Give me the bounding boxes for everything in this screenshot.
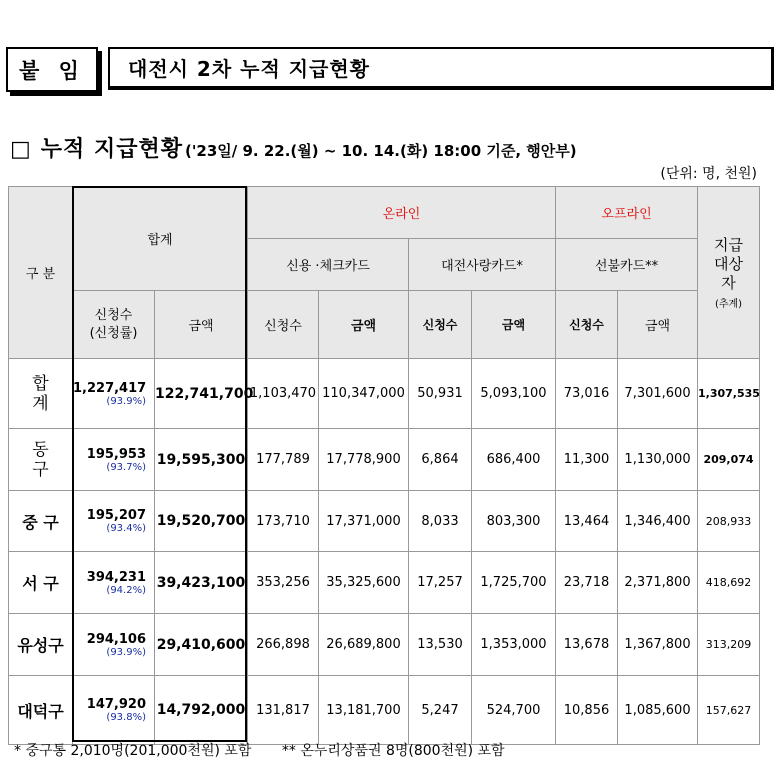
local-applicants: 8,033	[421, 513, 459, 529]
applicant-count: 294,106	[86, 631, 146, 647]
total-amount-cell	[155, 429, 248, 491]
application-rate: (93.4%)	[106, 523, 146, 534]
header-payees-note: (추계)	[714, 298, 743, 310]
credit-amount: 26,689,800	[326, 637, 401, 652]
prepaid-applicants: 10,856	[563, 702, 610, 718]
attachment-tag: 붙 임	[6, 47, 98, 92]
header-local-card-label: 대전사랑카드*	[441, 259, 523, 274]
row-label-cell	[9, 491, 73, 552]
payees-cell	[698, 552, 760, 614]
footnotes	[14, 740, 531, 760]
row-label-cell	[9, 676, 73, 745]
payees-cell	[698, 429, 760, 491]
local-applicants-cell	[409, 676, 472, 745]
prepaid-applicants: 11,300	[563, 452, 610, 467]
footnote-2: ** 온누리상품권 8명(800천원) 포함	[281, 743, 505, 759]
total-amount: 19,595,300	[156, 451, 246, 468]
header-offline: 오프라인	[556, 187, 698, 239]
row-label: 동 구	[32, 439, 49, 480]
table-row	[9, 491, 760, 552]
credit-applicants: 1,103,470	[249, 386, 317, 401]
header-credit-card: 신용 ·체크카드	[248, 239, 409, 291]
section-title: 누적 지급현황	[40, 137, 183, 162]
row-label-cell	[9, 614, 73, 676]
table-row	[9, 359, 760, 429]
local-applicants-cell	[409, 491, 472, 552]
header-local-applicants: 신청수	[409, 291, 472, 359]
credit-amount: 17,371,000	[326, 513, 401, 529]
credit-amount: 13,181,700	[326, 702, 401, 718]
local-amount: 1,725,700	[480, 575, 547, 590]
local-amount-cell	[472, 359, 556, 429]
header-payees	[698, 187, 760, 359]
header-credit-amount: 금액	[319, 291, 409, 359]
header-total: 합계	[73, 187, 248, 291]
application-rate: (93.7%)	[106, 461, 146, 473]
row-label: 유성구	[17, 636, 64, 655]
local-applicants: 5,247	[421, 702, 459, 718]
footnote-1: * 중구통 2,010명(201,000천원) 포함	[14, 743, 252, 759]
unit-note: (단위: 명, 천원)	[660, 166, 757, 182]
credit-amount-cell	[319, 359, 409, 429]
header-category: 구 분	[9, 187, 73, 359]
prepaid-amount: 1,130,000	[624, 452, 691, 467]
section-subtitle: ('23일/ 9. 22.(월) ~ 10. 14.(화) 18:00 기준, 행안부)	[184, 142, 577, 160]
local-applicants: 6,864	[421, 452, 459, 467]
credit-applicants-cell	[248, 552, 319, 614]
total-amount: 19,520,700	[156, 513, 246, 529]
row-label: 대덕구	[17, 701, 64, 721]
prepaid-applicants: 13,464	[563, 513, 610, 529]
local-applicants-cell	[409, 359, 472, 429]
credit-applicants-cell	[248, 491, 319, 552]
total-amount-cell	[155, 676, 248, 745]
prepaid-applicants-cell	[556, 491, 618, 552]
header-prepaid-amount: 금액	[618, 291, 698, 359]
header-prepaid-applicants: 신청수	[556, 291, 618, 359]
local-amount: 524,700	[486, 702, 541, 718]
total-amount: 29,410,600	[156, 636, 246, 653]
total-applicants-cell	[73, 359, 155, 429]
header-prepaid-card: 선불카드**	[556, 239, 698, 291]
prepaid-amount: 1,085,600	[624, 702, 691, 718]
credit-applicants: 266,898	[256, 637, 310, 652]
local-amount-cell	[472, 676, 556, 745]
local-applicants-cell	[409, 614, 472, 676]
credit-applicants-cell	[248, 676, 319, 745]
local-applicants-cell	[409, 552, 472, 614]
prepaid-applicants-cell	[556, 429, 618, 491]
credit-applicants: 353,256	[256, 575, 310, 590]
row-label: 중 구	[22, 512, 59, 532]
local-amount: 803,300	[486, 513, 541, 529]
credit-amount-cell	[319, 491, 409, 552]
total-amount-cell	[155, 359, 254, 429]
local-amount-cell	[472, 552, 556, 614]
payees-cell	[698, 676, 760, 745]
prepaid-amount-cell	[618, 359, 698, 429]
credit-amount-cell	[319, 429, 409, 491]
header-credit-applicants: 신청수	[248, 291, 319, 359]
header-total-applicants: 신청수 (신청률)	[73, 291, 155, 359]
payees-cell	[698, 359, 760, 429]
total-amount-cell	[155, 491, 248, 552]
table-row	[9, 614, 760, 676]
table-row	[9, 552, 760, 614]
table-row	[9, 429, 760, 491]
local-amount: 1,353,000	[480, 637, 547, 652]
prepaid-applicants-cell	[556, 614, 618, 676]
credit-applicants-cell	[248, 359, 319, 429]
applicant-count: 147,920	[86, 697, 146, 712]
local-applicants: 50,931	[417, 386, 463, 401]
applicant-count: 394,231	[86, 569, 146, 585]
prepaid-applicants: 73,016	[563, 386, 610, 401]
total-applicants-cell	[73, 429, 155, 491]
total-applicants-cell	[73, 552, 155, 614]
header-online: 온라인	[248, 187, 556, 239]
prepaid-applicants-cell	[556, 359, 618, 429]
prepaid-applicants-cell	[556, 676, 618, 745]
prepaid-amount-cell	[618, 491, 698, 552]
credit-applicants: 177,789	[256, 452, 310, 467]
prepaid-amount: 1,346,400	[624, 513, 691, 529]
credit-amount-cell	[319, 614, 409, 676]
credit-applicants-cell	[248, 614, 319, 676]
payees-count: 313,209	[705, 638, 752, 651]
credit-applicants: 173,710	[256, 513, 310, 529]
payees-count: 208,933	[705, 514, 752, 528]
local-amount-cell	[472, 491, 556, 552]
credit-applicants: 131,817	[256, 702, 310, 718]
payees-count: 209,074	[703, 453, 754, 466]
total-amount: 122,741,700	[155, 385, 254, 402]
prepaid-amount-cell	[618, 429, 698, 491]
row-label-cell	[9, 552, 73, 614]
header-local-card	[409, 239, 556, 291]
prepaid-applicants: 23,718	[563, 575, 610, 590]
total-applicants-cell	[73, 614, 155, 676]
applicant-count: 195,207	[86, 508, 146, 523]
local-applicants: 13,530	[417, 637, 463, 652]
local-amount: 686,400	[486, 452, 541, 467]
application-rate: (94.2%)	[106, 584, 146, 596]
local-applicants: 17,257	[417, 575, 463, 590]
applicant-count: 1,227,417	[73, 380, 147, 396]
local-amount: 5,093,100	[480, 386, 547, 401]
application-rate: (93.9%)	[106, 646, 146, 658]
application-rate: (93.8%)	[106, 712, 146, 723]
row-label-cell	[9, 429, 73, 491]
header-banner	[6, 47, 774, 94]
section-heading	[10, 132, 577, 160]
prepaid-amount: 2,371,800	[624, 575, 691, 590]
local-amount-cell	[472, 614, 556, 676]
header-total-amount: 금액	[155, 291, 248, 359]
local-applicants-cell	[409, 429, 472, 491]
prepaid-amount: 7,301,600	[624, 386, 691, 401]
row-label: 합 계	[32, 373, 49, 414]
prepaid-amount-cell	[618, 552, 698, 614]
applicant-count: 195,953	[86, 446, 146, 462]
document-title: 대전시 2차 누적 지급현황	[108, 47, 774, 90]
total-amount: 14,792,000	[156, 702, 246, 718]
total-amount: 39,423,100	[156, 574, 246, 591]
credit-amount: 17,778,900	[326, 452, 401, 467]
credit-amount-cell	[319, 552, 409, 614]
total-amount-cell	[155, 552, 248, 614]
prepaid-amount-cell	[618, 676, 698, 745]
prepaid-amount: 1,367,800	[624, 637, 691, 652]
row-label-cell	[9, 359, 73, 429]
total-applicants-cell	[73, 491, 155, 552]
payees-count: 1,307,535	[698, 387, 760, 400]
payees-count: 418,692	[705, 576, 752, 589]
payees-cell	[698, 491, 760, 552]
local-amount-cell	[472, 429, 556, 491]
credit-amount: 35,325,600	[326, 575, 401, 590]
total-amount-cell	[155, 614, 248, 676]
header-local-amount: 금액	[472, 291, 556, 359]
table-row	[9, 676, 760, 745]
total-applicants-cell	[73, 676, 155, 745]
prepaid-applicants: 13,678	[563, 637, 610, 652]
payment-status-table	[8, 186, 760, 745]
header-payees-label: 지급 대상 자	[714, 235, 743, 292]
checkbox-bullet-icon: □	[10, 137, 31, 162]
application-rate: (93.9%)	[106, 395, 146, 407]
credit-applicants-cell	[248, 429, 319, 491]
payees-cell	[698, 614, 760, 676]
credit-amount-cell	[319, 676, 409, 745]
prepaid-amount-cell	[618, 614, 698, 676]
prepaid-applicants-cell	[556, 552, 618, 614]
credit-amount: 110,347,000	[322, 386, 405, 401]
payees-count: 157,627	[705, 703, 752, 717]
row-label: 서 구	[22, 574, 59, 593]
